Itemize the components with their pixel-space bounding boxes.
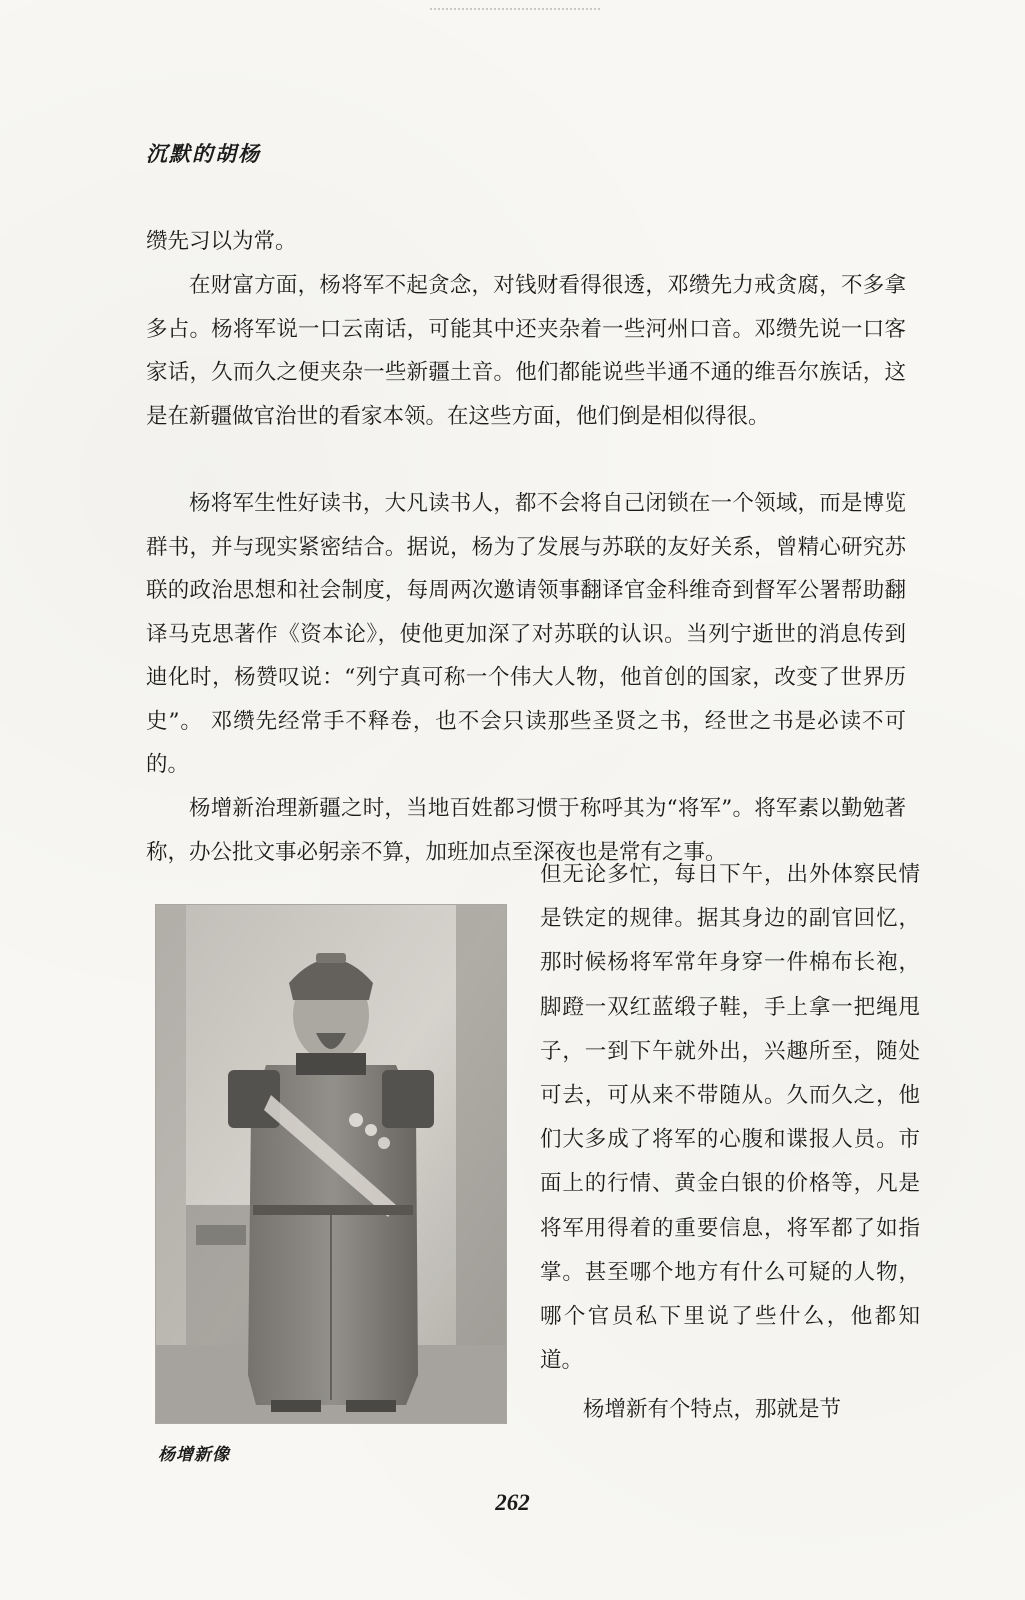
paragraph-side-continued: 杨增新有个特点，那就是节 [583, 1397, 842, 1422]
running-head: 沉默的胡杨 [146, 141, 261, 166]
paragraph-general: 杨增新治理新疆之时，当地百姓都习惯于称呼其为“将军”。将军素以勤勉著称，办公批文事必躬亲不算，加班加点至深夜也是常有之事。 [146, 796, 906, 865]
paragraph-reading: 杨将军生性好读书，大凡读书人，都不会将自己闭锁在一个领域，而是博览群书，并与现实紧密结合。据说，杨为了发展与苏联的友好关系，曾精心研究苏联的政治思想和社会制度，每周两次邀请领事翻译官金科维奇到督军公署帮助翻译马克思著作《资本论》，使他更加深了对苏联的认识。当列宁逝世的消息传到迪化时，杨赞叹说：“列宁真可称一个伟大人物，他首创的国家，改变了世界历史”。 邓缵先经常手不释卷，也不会只读那些圣贤之书，经世之书是必读不可的。 [146, 491, 906, 777]
portrait-photo [155, 904, 507, 1424]
top-edge-marks [430, 0, 600, 10]
paragraph-wealth: 在财富方面，杨将军不起贪念，对钱财看得很透，邓缵先力戒贪腐，不多拿多占。杨将军说一口云南话，可能其中还夹杂着一些河州口音。邓缵先说一口客家话，久而久之便夹杂一些新疆土音。他们都能说些半通不通的维吾尔族话，这是在新疆做官治世的看家本领。在这些方面，他们倒是相似得很。 [146, 273, 906, 429]
paragraph-side-text: 但无论多忙，每日下午，出外体察民情是铁定的规律。据其身边的副官回忆，那时候杨将军常年身穿一件棉布长袍，脚蹬一双红蓝缎子鞋，手上拿一把绳甩子，一到下午就外出，兴趣所至，随处可去，可从来不带随从。久而久之，他们大多成了将军的心腹和谍报人员。市面上的行情、黄金白银的价格等，凡是将军用得着的重要信息，将军都了如指掌。甚至哪个地方有什么可疑的人物，哪个官员私下里说了些什么，他都知道。 [540, 862, 920, 1374]
page-number: 262 [495, 1490, 530, 1515]
portrait-illustration [156, 905, 506, 1423]
paragraph-continuation: 缵先习以为常。 [146, 229, 297, 254]
photo-caption: 杨增新像 [158, 1445, 230, 1465]
